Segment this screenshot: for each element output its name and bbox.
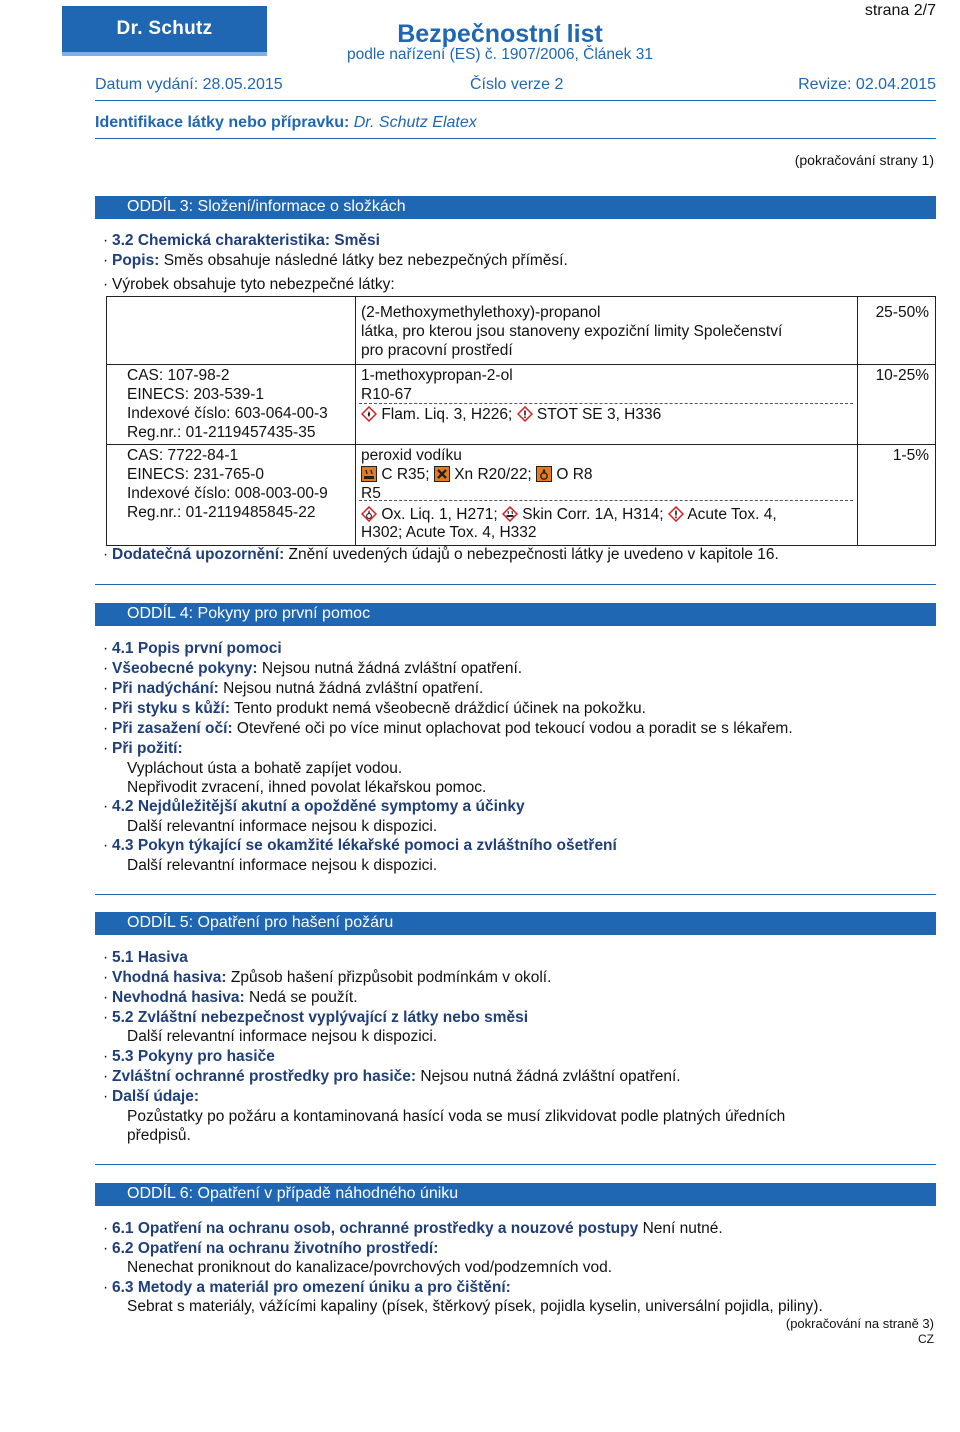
ghs-exclamation-icon <box>517 406 533 422</box>
row3-h-a: Ox. Liq. 1, H271; <box>381 506 498 523</box>
table-row-sep-2 <box>107 444 935 445</box>
kuze-label: Při styku s kůží: <box>112 700 231 717</box>
nevhodna-label: Nevhodná hasiva: <box>112 989 245 1006</box>
row2-name: 1-methoxypropan-2-ol <box>361 367 513 384</box>
pozit-line: · Při požití: <box>103 740 183 757</box>
continuation-from: (pokračování strany 1) <box>794 152 934 168</box>
row3-r5: R5 <box>361 485 381 502</box>
continuation-to: (pokračování na straně 3) <box>785 1316 934 1331</box>
oci-label: Při zasažení očí: <box>112 720 233 737</box>
row2-r-phrase: R10-67 <box>361 386 412 403</box>
dodatecna-line: · Dodatečná upozornění: Znění uvedených údajů o nebezpečnosti látky je uvedeno v kapitole 16. <box>103 546 779 563</box>
s6-1-line: · 6.1 Opatření na ochranu osob, ochranné prostředky a nouzové postupy Není nutné. <box>103 1220 723 1237</box>
zvlastni-label: Zvláštní ochranné prostředky pro hasiče: <box>112 1068 417 1085</box>
table-row-sep-1 <box>107 364 935 365</box>
oxidizing-icon <box>536 466 552 482</box>
oci-text: Otevřené oči po více minut oplachovat pod tekoucí vodou a poradit se s lékařem. <box>236 720 793 737</box>
row3-r-a: C R35; <box>381 466 430 483</box>
section-5-heading <box>95 912 936 935</box>
logo-text: Dr. Schutz <box>116 18 213 39</box>
page-number: strana 2/7 <box>864 2 936 19</box>
s4-2-text: Další relevantní informace nejsou k dispozici. <box>127 818 438 835</box>
dalsi-label: Další údaje: <box>112 1088 199 1105</box>
kuze-text: Tento produkt nemá všeobecně dráždicí účinek na pokožku. <box>234 700 646 717</box>
pozit-text-1: Vypláchout ústa a bohatě zapíjet vodou. <box>127 760 403 777</box>
row3-cas: CAS: 7722-84-1 <box>127 447 239 464</box>
row1-percent: 25-50% <box>875 304 929 321</box>
s5-1-line: · 5.1 Hasiva <box>103 949 188 966</box>
section-5-title: ODDÍL 5: Opatření pro hašení požáru <box>127 914 394 931</box>
corrosive-icon <box>361 466 377 482</box>
s5-2-line: · 5.2 Zvláštní nebezpečnost vyplývající z látky nebo směsi <box>103 1009 529 1026</box>
nadychani-text: Nejsou nutná žádná zvláštní opatření. <box>223 680 484 697</box>
vseobecne-line: · Všeobecné pokyny: Nejsou nutná žádná zvláštní opatření. <box>103 660 523 677</box>
pozit-text-2: Nepřivodit zvracení, ihned povolat lékařskou pomoc. <box>127 779 487 796</box>
row3-name: peroxid vodíku <box>361 447 462 464</box>
s6-1-text: Není nutné. <box>642 1220 723 1237</box>
product-identification <box>95 114 477 132</box>
section-4-title: ODDÍL 4: Pokyny pro první pomoc <box>127 605 371 622</box>
nevhodna-text: Nedá se použít. <box>248 989 358 1006</box>
revision-date: Revize: 02.04.2015 <box>798 76 936 93</box>
dalsi-line: · Další údaje: <box>103 1088 199 1105</box>
ghs-flame-icon <box>361 406 377 422</box>
oci-line: · Při zasažení očí: Otevřené oči po více minut oplachovat pod tekoucí vodou a poradit se s lékařem. <box>103 720 793 737</box>
section-3-heading <box>95 196 936 219</box>
s4-2-label: 4.2 Nejdůležitější akutní a opožděné symptomy a účinky <box>112 798 525 815</box>
row3-index: Indexové číslo: 008-003-00-9 <box>127 485 328 502</box>
header-divider <box>95 100 936 101</box>
row1-note1: látka, pro kterou jsou stanoveny expoziční limity Společenství <box>361 323 783 340</box>
row2-reg: Reg.nr.: 01-2119457435-35 <box>127 424 316 441</box>
s4-3-label: 4.3 Pokyn týkající se okamžité lékařské pomoci a zvláštního ošetření <box>112 837 617 854</box>
version-number: Číslo verze 2 <box>470 76 564 93</box>
row3-h-phrases <box>361 505 777 524</box>
row3-h-b: Skin Corr. 1A, H314; <box>522 506 664 523</box>
s6-2-line: · 6.2 Opatření na ochranu životního prostředí: <box>103 1240 439 1257</box>
vseobecne-text: Nejsou nutná žádná zvláštní opatření. <box>261 660 523 677</box>
row2-dash <box>359 403 853 404</box>
s5-divider <box>95 894 936 895</box>
dodatecna-text: Znění uvedených údajů o nebezpečnosti látky je uvedeno v kapitole 16. <box>288 546 779 563</box>
section-3-title: ODDÍL 3: Složení/informace o složkách <box>127 198 406 215</box>
row1-note2: pro pracovní prostředí <box>361 342 513 359</box>
logo-stripe <box>62 52 267 56</box>
s3-2-line: · 3.2 Chemická charakteristika: Směsi <box>103 232 380 249</box>
row3-percent: 1-5% <box>892 447 929 464</box>
s3-2-label: 3.2 Chemická charakteristika: Směsi <box>112 232 380 249</box>
row3-r-b: Xn R20/22; <box>454 466 532 483</box>
s6-2-label: 6.2 Opatření na ochranu životního prostředí: <box>112 1240 439 1257</box>
row2-h-a: Flam. Liq. 3, H226; <box>381 406 513 423</box>
popis-label: Popis: <box>112 252 160 269</box>
language-code: CZ <box>918 1332 934 1346</box>
row3-r-phrases <box>361 465 593 484</box>
s6-3-label: 6.3 Metody a materiál pro omezení úniku a pro čištění: <box>112 1279 511 1296</box>
vseobecne-label: Všeobecné pokyny: <box>112 660 258 677</box>
section-4-heading <box>95 603 936 626</box>
s6-3-text: Sebrat s materiály, vážícími kapaliny (písek, štěrkový písek, pojidla kyselin, universální pojidla, piliny). <box>127 1298 823 1315</box>
document-title: Bezpečnostní list <box>397 20 603 48</box>
s4-3-text: Další relevantní informace nejsou k dispozici. <box>127 857 438 874</box>
zvlastni-text: Nejsou nutná žádná zvláštní opatření. <box>420 1068 681 1085</box>
s6-1-label: 6.1 Opatření na ochranu osob, ochranné prostředky a nouzové postupy <box>112 1220 639 1237</box>
s5-3-line: · 5.3 Pokyny pro hasiče <box>103 1048 275 1065</box>
table-col-sep-2 <box>857 297 858 545</box>
ghs-exclamation-icon <box>668 506 684 522</box>
dalsi-text-2: předpisů. <box>127 1127 191 1144</box>
ident-value: Dr. Schutz Elatex <box>353 114 477 131</box>
s6-divider <box>95 1164 936 1165</box>
row3-reg: Reg.nr.: 01-2119485845-22 <box>127 504 316 521</box>
ident-label: Identifikace látky nebo přípravku: <box>95 114 350 131</box>
nadychani-label: Při nadýchání: <box>112 680 219 697</box>
s5-2-label: 5.2 Zvláštní nebezpečnost vyplývající z látky nebo směsi <box>112 1009 529 1026</box>
popis-text: Směs obsahuje následné látky bez nebezpečných příměsí. <box>163 252 568 269</box>
vhodna-line: · Vhodná hasiva: Způsob hašení přizpůsobit podmínkám v okolí. <box>103 969 552 986</box>
dalsi-text-1: Pozůstatky po požáru a kontaminovaná hasící voda se musí zlikvidovat podle platných úředních <box>127 1108 786 1125</box>
row2-index: Indexové číslo: 603-064-00-3 <box>127 405 328 422</box>
row2-h-phrases <box>361 405 661 424</box>
hazardous-substances-table <box>106 296 936 546</box>
row2-h-b: STOT SE 3, H336 <box>536 406 662 423</box>
s4-divider <box>95 584 936 585</box>
s6-2-text: Nenechat proniknout do kanalizace/povrchových vod/podzemních vod. <box>127 1259 613 1276</box>
ghs-corrosion-icon <box>502 506 518 522</box>
row3-einecs: EINECS: 231-765-0 <box>127 466 264 483</box>
ident-divider <box>95 138 936 139</box>
document-subtitle: podle nařízení (ES) č. 1907/2006, Článek 31 <box>347 46 653 63</box>
s5-1-label: 5.1 Hasiva <box>112 949 188 966</box>
row3-h-c: Acute Tox. 4, <box>687 506 777 523</box>
vyrobek-text: Výrobek obsahuje tyto nebezpečné látky: <box>112 276 395 293</box>
row1-name: (2-Methoxymethylethoxy)-propanol <box>361 304 601 321</box>
company-logo <box>62 6 267 56</box>
nevhodna-line: · Nevhodná hasiva: Nedá se použít. <box>103 989 358 1006</box>
s4-1-label: 4.1 Popis první pomoci <box>112 640 282 657</box>
row2-percent: 10-25% <box>875 367 929 384</box>
zvlastni-line: · Zvláštní ochranné prostředky pro hasiče: Nejsou nutná žádná zvláštní opatření. <box>103 1068 681 1085</box>
nadychani-line: · Při nadýchání: Nejsou nutná žádná zvláštní opatření. <box>103 680 484 697</box>
s5-3-label: 5.3 Pokyny pro hasiče <box>112 1048 275 1065</box>
s5-2-text: Další relevantní informace nejsou k dispozici. <box>127 1028 438 1045</box>
row2-einecs: EINECS: 203-539-1 <box>127 386 264 403</box>
ghs-oxidizer-icon <box>361 506 377 522</box>
row3-r-c: O R8 <box>556 466 593 483</box>
popis-line: · Popis: Směs obsahuje následné látky bez nebezpečných příměsí. <box>103 252 568 269</box>
section-6-heading <box>95 1183 936 1206</box>
vhodna-text: Způsob hašení přizpůsobit podmínkám v okolí. <box>230 969 552 986</box>
kuze-line: · Při styku s kůží: Tento produkt nemá všeobecně dráždicí účinek na pokožku. <box>103 700 646 717</box>
dodatecna-label: Dodatečná upozornění: <box>112 546 285 563</box>
s4-1-line: · 4.1 Popis první pomoci <box>103 640 282 657</box>
s6-3-line: · 6.3 Metody a materiál pro omezení úniku a pro čištění: <box>103 1279 511 1296</box>
s4-2-line: · 4.2 Nejdůležitější akutní a opožděné symptomy a účinky <box>103 798 525 815</box>
meta-bar <box>95 74 936 98</box>
issue-date: Datum vydání: 28.05.2015 <box>95 76 283 93</box>
pozit-label: Při požití: <box>112 740 183 757</box>
harmful-x-icon <box>434 466 450 482</box>
s4-3-line: · 4.3 Pokyn týkající se okamžité lékařské pomoci a zvláštního ošetření <box>103 837 617 854</box>
row3-dash <box>359 500 853 501</box>
vhodna-label: Vhodná hasiva: <box>112 969 227 986</box>
vyrobek-line: · Výrobek obsahuje tyto nebezpečné látky: <box>103 276 395 293</box>
row3-h-d: H302; Acute Tox. 4, H332 <box>361 524 537 541</box>
section-6-title: ODDÍL 6: Opatření v případě náhodného úniku <box>127 1185 459 1202</box>
table-col-sep-1 <box>355 297 356 545</box>
row2-cas: CAS: 107-98-2 <box>127 367 230 384</box>
